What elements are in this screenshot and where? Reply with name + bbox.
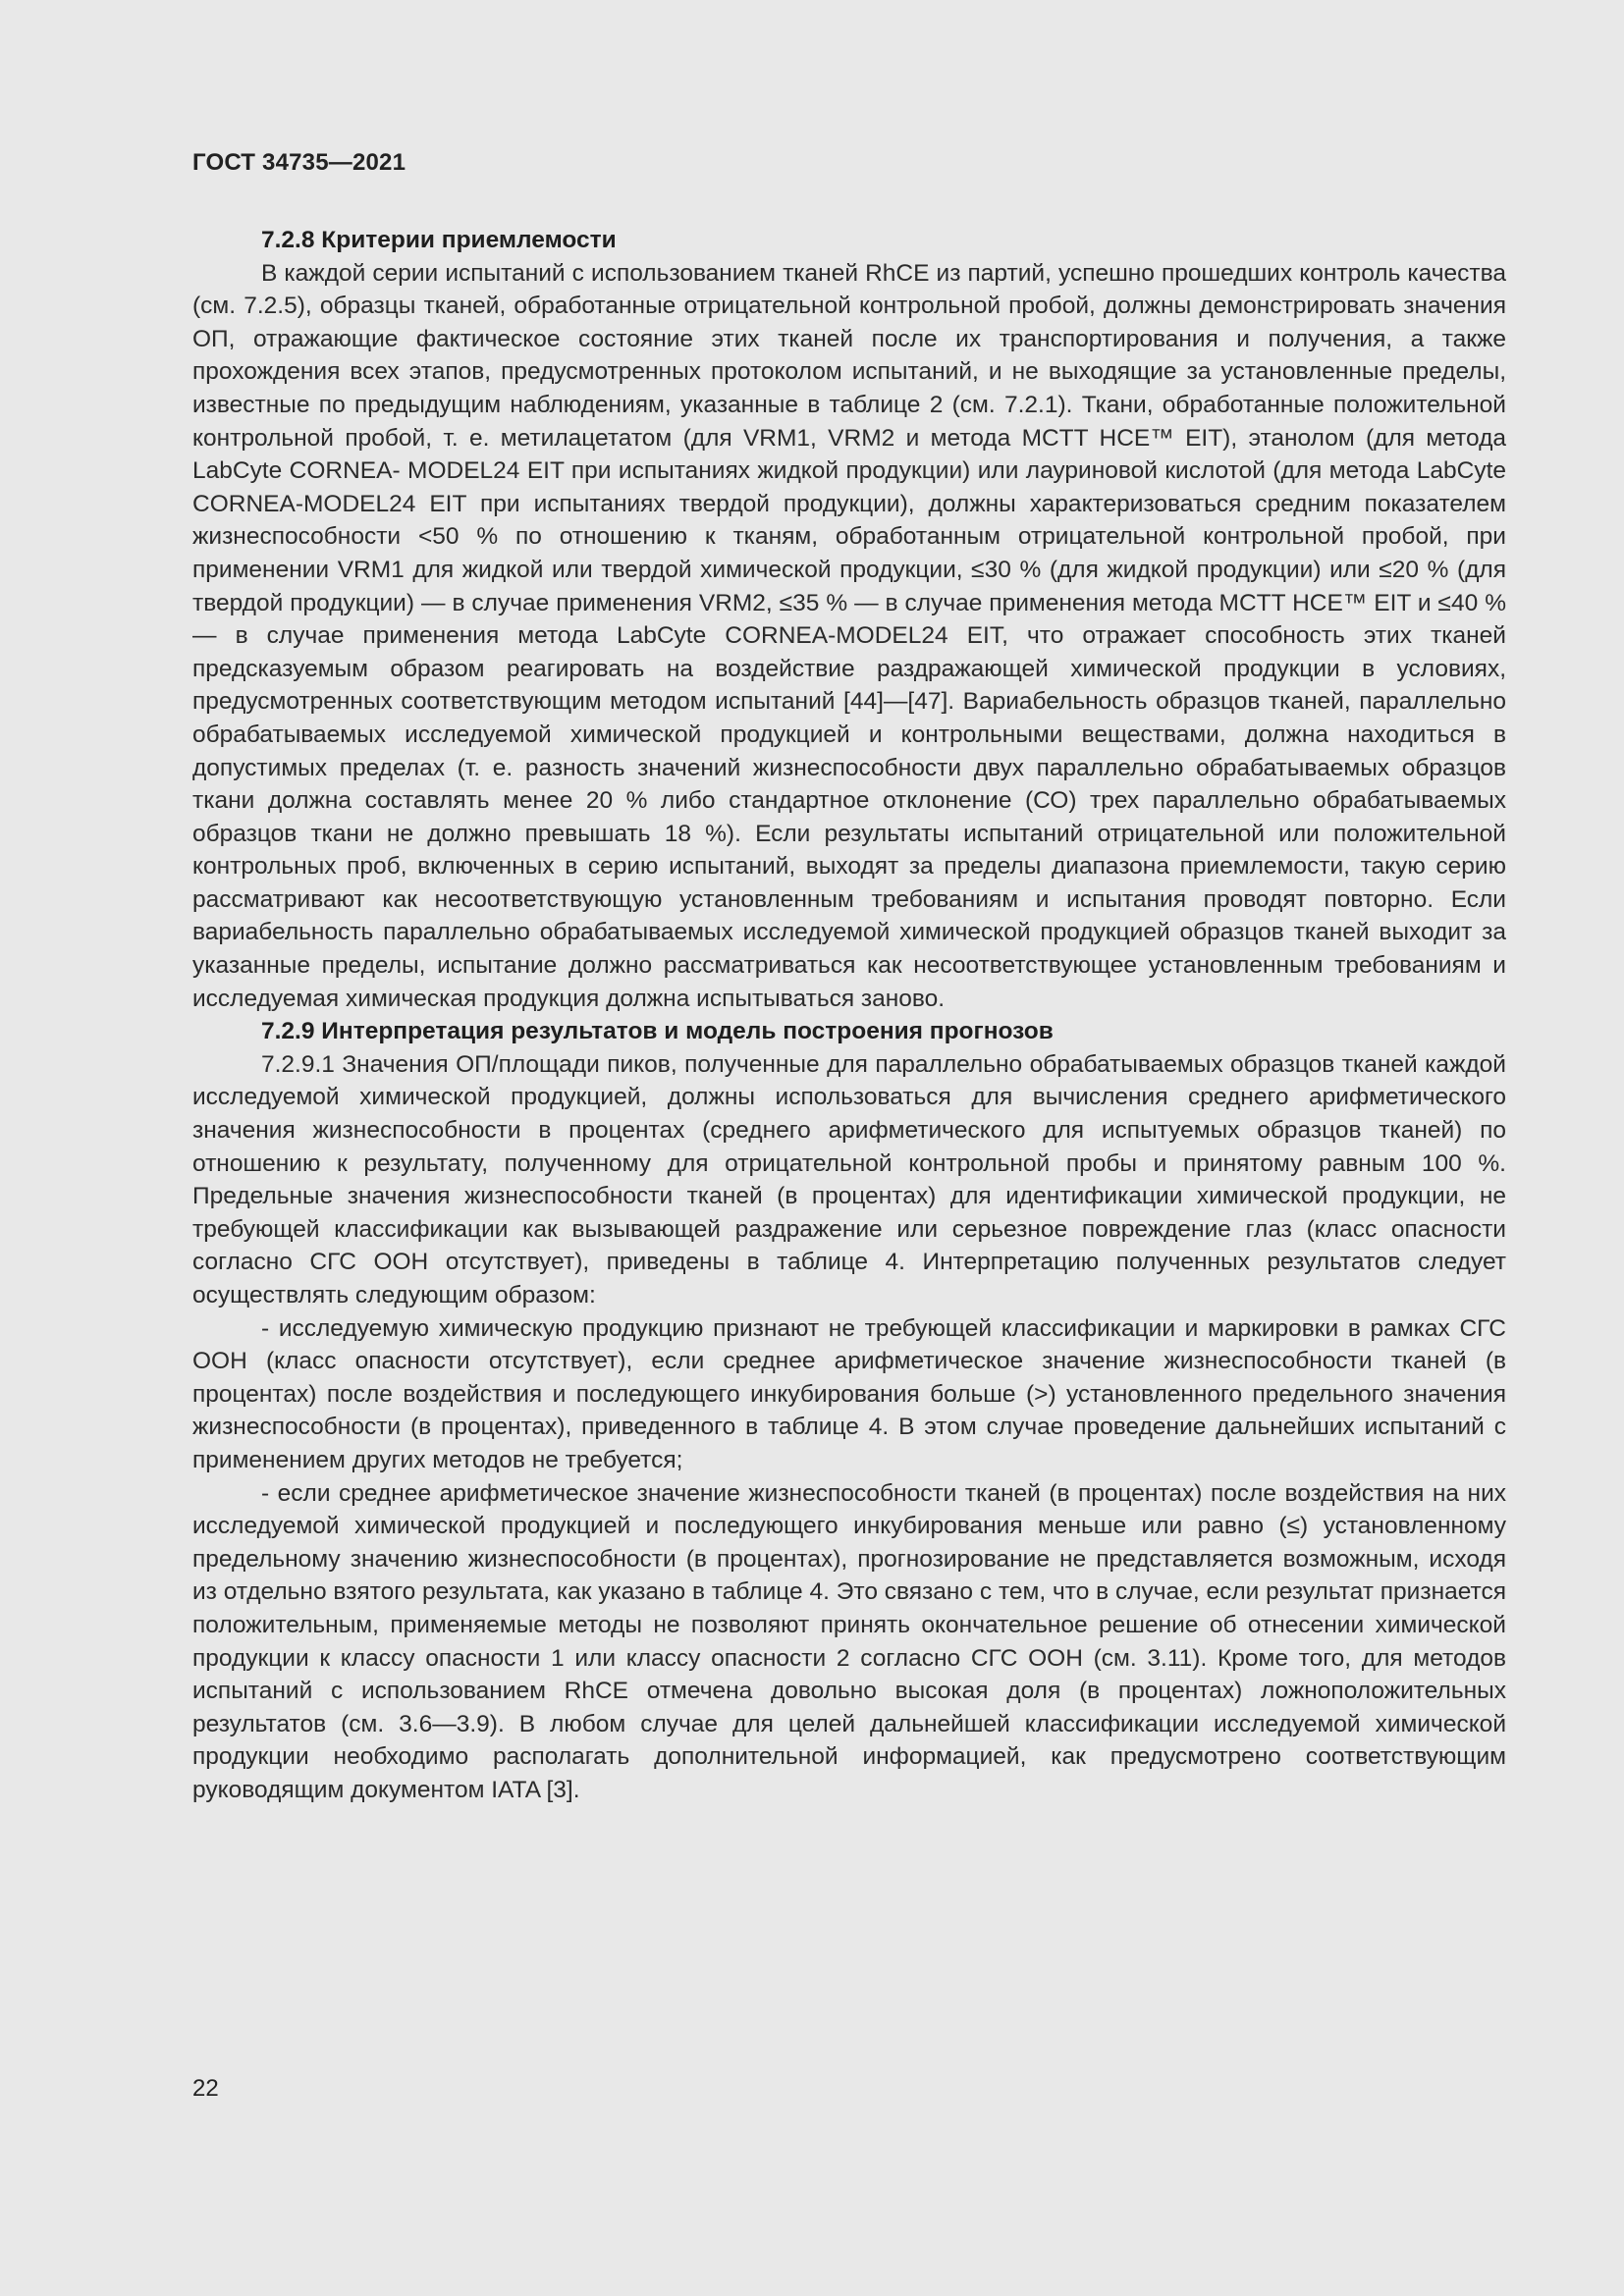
paragraph-acceptance-criteria: В каждой серии испытаний с использованием тканей RhCE из партий, успешно прошедших контроль качества (см. 7.2.5), образцы тканей, обработанные отрицательной контрольной пробой, должны демонстрировать значения ОП, отражающие фактическое состояние этих тканей после их транспортирования и получения, а также прохождения всех этапов, предусмотренных протоколом испытаний, и не выходящие за установленные пределы, известные по предыдущим наблюдениям, указанные в таблице 2 (см. 7.2.1). Ткани, обработанные положительной контрольной пробой, т. е. метилацетатом (для VRM1, VRM2 и метода MCTT HCE™ EIT), этанолом (для метода LabCyte CORNEA- MODEL24 EIT при испытаниях жидкой продукции) или лауриновой кислотой (для метода LabCyte CORNEA-MODEL24 EIT при испытаниях твердой продукции), должны характеризоваться средним показателем жизнеспособности <50 % по отношению к тканям, обработанным отрицательной контрольной пробой, при применении VRM1 для жидкой или твердой химической продукции, ≤30 % (для жидкой продукции) или ≤20 % (для твердой продукции) — в случае применения VRM2, ≤35 % — в случае применения метода MCTT HCE™ EIT и ≤40 % — в случае применения метода LabCyte CORNEA-MODEL24 EIT, что отражает способность этих тканей предсказуемым образом реагировать на воздействие раздражающей химической продукции в условиях, предусмотренных соответствующим методом испытаний [44]—[47]. Вариабельность образцов тканей, параллельно обрабатываемых исследуемой химической продукцией и контрольными веществами, должна находиться в допустимых пределах (т. е. разность значений жизнеспособности двух параллельно обрабатываемых образцов ткани должна составлять менее 20 % либо стандартное отклонение (СО) трех параллельно обрабатываемых образцов ткани не должно превышать 18 %). Если результаты испытаний отрицательной или положительной контрольных проб, включенных в серию испытаний, выходят за пределы диапазона приемлемости, такую серию рассматривают как несоответствующую установленным требованиям и испытания проводят повторно. Если вариабельность параллельно обрабатываемых исследуемой химической продукцией образцов тканей выходит за указанные пределы, испытание должно рассматриваться как несоответствующее установленным требованиям и исследуемая химическая продукция должна испытываться заново.: [192, 259, 1506, 1012]
list-item-no-prediction: - если среднее арифметическое значение жизнеспособности тканей (в процентах) после воздействия на них исследуемой химической продукцией и последующего инкубирования меньше или равно (≤) установленному предельному значению жизнеспособности (в процентах), прогнозирование не представляется возможным, исходя из отдельно взятого результата, как указано в таблице 4. Это связано с тем, что в случае, если результат признается положительным, применяемые методы не позволяют принять окончательное решение об отнесении химической продукции к классу опасности 1 или классу опасности 2 согласно СГС ООН (см. 3.11). Кроме того, для методов испытаний с использованием RhCE отмечена довольно высокая доля (в процентах) ложноположительных результатов (см. 3.6—3.9). В любом случае для целей дальнейшей классификации исследуемой химической продукции необходимо располагать дополнительной информацией, как предусмотрено соответствующим руководящим документом IATA [3].: [192, 1479, 1506, 1803]
paragraph-7-2-9-1: 7.2.9.1 Значения ОП/площади пиков, полученные для параллельно обрабатываемых образцов тканей каждой исследуемой химической продукцией, должны использоваться для вычисления среднего арифметического значения жизнеспособности в процентах (среднего арифметического для испытуемых образцов тканей) по отношению к результату, полученному для отрицательной контрольной пробы и принятому равным 100 %. Предельные значения жизнеспособности тканей (в процентах) для идентификации химической продукции, не требующей классификации как вызывающей раздражение или серьезное повреждение глаз (класс опасности согласно СГС ООН отсутствует), приведены в таблице 4. Интерпретацию полученных результатов следует осуществлять следующим образом:: [192, 1050, 1506, 1308]
section-heading-7-2-8: 7.2.8 Критерии приемлемости: [261, 227, 617, 253]
document-body: [192, 224, 1506, 1807]
page-number: 22: [192, 2075, 219, 2102]
section-heading-7-2-9: 7.2.9 Интерпретация результатов и модель построения прогнозов: [261, 1018, 1054, 1045]
document-header: ГОСТ 34735—2021: [192, 149, 406, 176]
list-item-no-classification: - исследуемую химическую продукцию признают не требующей классификации и маркировки в рамках СГС ООН (класс опасности отсутствует), если среднее арифметическое значение жизнеспособности тканей (в процентах) после воздействия и последующего инкубирования больше (>) установленного предельного значения жизнеспособности (в процентах), приведенного в таблице 4. В этом случае проведение дальнейших испытаний с применением других методов не требуется;: [192, 1314, 1506, 1473]
